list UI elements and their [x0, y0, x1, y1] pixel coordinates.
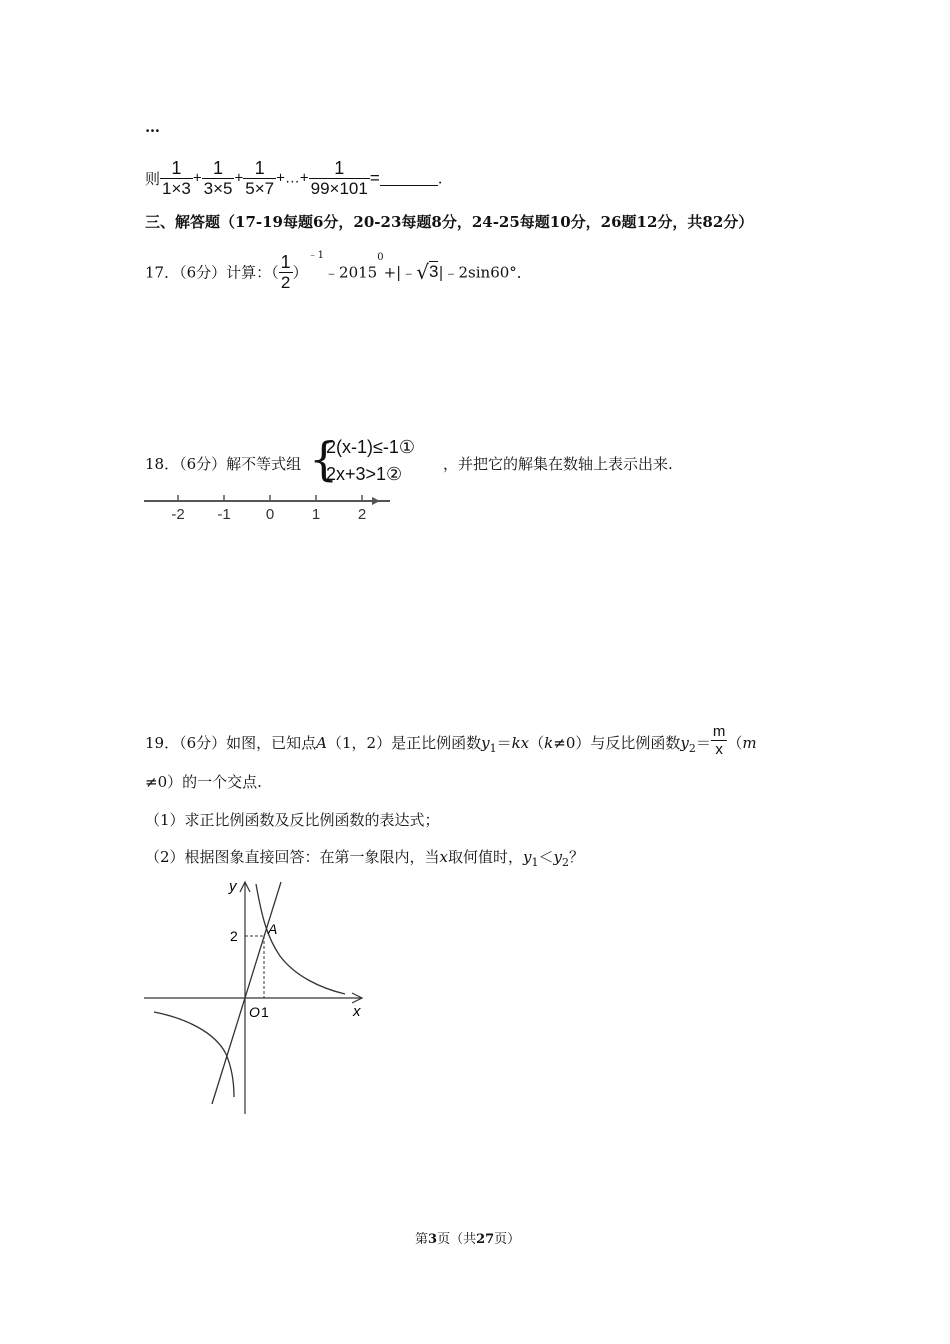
arrow-icon	[372, 497, 380, 505]
q17-exponent: ﹣1	[307, 250, 325, 261]
q19-part2-a: （2）根据图象直接回答：在第一象限内，当	[145, 848, 440, 866]
q19-part2-y1: y	[523, 848, 532, 866]
q19-part2-lt: ＜	[538, 848, 554, 866]
q19-eq2: ＝	[695, 734, 711, 752]
fraction-term-last: $\frac{1}{99\times 101}$	[310, 158, 368, 198]
footer-middle: 页（共	[437, 1232, 477, 1247]
q19-eq1: ＝	[496, 734, 512, 752]
sqrt-symbol: √	[416, 260, 429, 284]
fraction-term-3: $\frac{1}{5\times 7}$	[245, 158, 275, 198]
sqrt-argument: 3	[428, 262, 439, 281]
page-footer	[415, 1228, 520, 1247]
section-heading: 三、解答题（17-19每题6分，20-23每题8分，24-25每题10分，26题12分，共82分）	[145, 213, 754, 231]
function-graph	[140, 872, 380, 1122]
q19-cond2-open: （	[727, 734, 743, 752]
point-a-label: A	[268, 921, 278, 937]
question-19	[145, 724, 757, 758]
number-line-tick-label: 1	[311, 506, 321, 523]
q17-paren: ）	[292, 263, 308, 282]
q19-part2-b: 取何值时，	[448, 848, 524, 866]
footer-prefix: 第	[415, 1232, 429, 1247]
proportional-function-line	[212, 882, 281, 1104]
x-tick-label: 1	[261, 1004, 269, 1020]
y-tick-label: 2	[230, 928, 238, 944]
q19-y1-sub: 1	[489, 742, 497, 755]
x-axis-label: x	[353, 1003, 361, 1020]
q19-kx: kx	[511, 734, 530, 752]
hyperbola-branch-1	[256, 884, 345, 994]
q19-point-a: A	[316, 734, 327, 752]
q17-label: 17．（6分）计算：（	[145, 263, 279, 282]
q19-cond1-rest: ≠0）与反比例函数	[553, 734, 681, 752]
number-line-tick-label: -2	[171, 506, 185, 523]
q19-part2	[145, 846, 584, 869]
plus-sign: +	[234, 169, 244, 187]
q19-y1: y	[481, 734, 490, 752]
q17-fraction: $\frac{1}{2}$	[280, 251, 291, 292]
q19-y2-sub: 2	[688, 742, 696, 755]
answer-blank	[380, 171, 438, 186]
footer-page-number: 3	[428, 1232, 438, 1247]
inequality-1: 2(x-1)≤-1①	[326, 437, 416, 457]
number-line	[140, 492, 390, 524]
q19-fraction: $\frac{m}{x}$	[712, 723, 726, 758]
question-17	[145, 246, 532, 293]
hyperbola-branch-3	[154, 1012, 234, 1097]
number-line-tick-label: -1	[217, 506, 231, 523]
series-prefix: 则	[145, 170, 161, 188]
q17-part2: +|﹣	[383, 263, 417, 282]
series-question	[145, 158, 443, 199]
number-line-tick-label: 0	[265, 506, 275, 523]
number-line-tick-label: 2	[357, 506, 367, 523]
origin-label: O	[249, 1004, 260, 1020]
fraction-term-2: $\frac{1}{3\times 5}$	[203, 158, 233, 198]
ellipsis: …	[145, 118, 160, 136]
q19-part2-y2: y	[553, 848, 563, 866]
q17-part1: ﹣2015	[324, 263, 378, 282]
q19-line2: ≠0）的一个交点.	[145, 773, 262, 791]
q17-exponent-zero: 0	[377, 252, 384, 263]
footer-suffix: 页）	[494, 1232, 521, 1247]
q19-part2-end: ？	[569, 848, 585, 866]
q19-y2: y	[680, 734, 689, 752]
q19-part2-y2-sub: 2	[562, 856, 570, 869]
q18-label: 18．（6分）解不等式组	[145, 455, 302, 473]
series-end: .	[437, 169, 443, 188]
q19-part1: （1）求正比例函数及反比例函数的表达式；	[145, 811, 440, 829]
q18-suffix: ，并把它的解集在数轴上表示出来.	[443, 455, 673, 473]
q19-coords: （1，2）是正比例函数	[326, 734, 482, 752]
series-dots: +…+	[276, 169, 309, 187]
equals-sign: =	[369, 168, 380, 188]
brace-icon: {	[309, 432, 339, 486]
q19-part2-y1-sub: 1	[531, 856, 539, 869]
footer-total-pages: 27	[476, 1232, 495, 1247]
q17-part3: |﹣2sin60°．	[438, 263, 532, 282]
q19-k: k	[544, 734, 554, 752]
q19-m: m	[742, 734, 757, 752]
q19-part2-x: x	[439, 848, 449, 866]
q19-cond1-open: （	[529, 734, 545, 752]
y-axis-label: y	[229, 878, 237, 895]
q19-label: 19．（6分）如图，已知点	[145, 734, 317, 752]
fraction-term-1: $\frac{1}{1\times 3}$	[162, 158, 191, 198]
inequality-2: 2x+3>1②	[326, 464, 403, 484]
plus-sign: +	[192, 169, 202, 187]
